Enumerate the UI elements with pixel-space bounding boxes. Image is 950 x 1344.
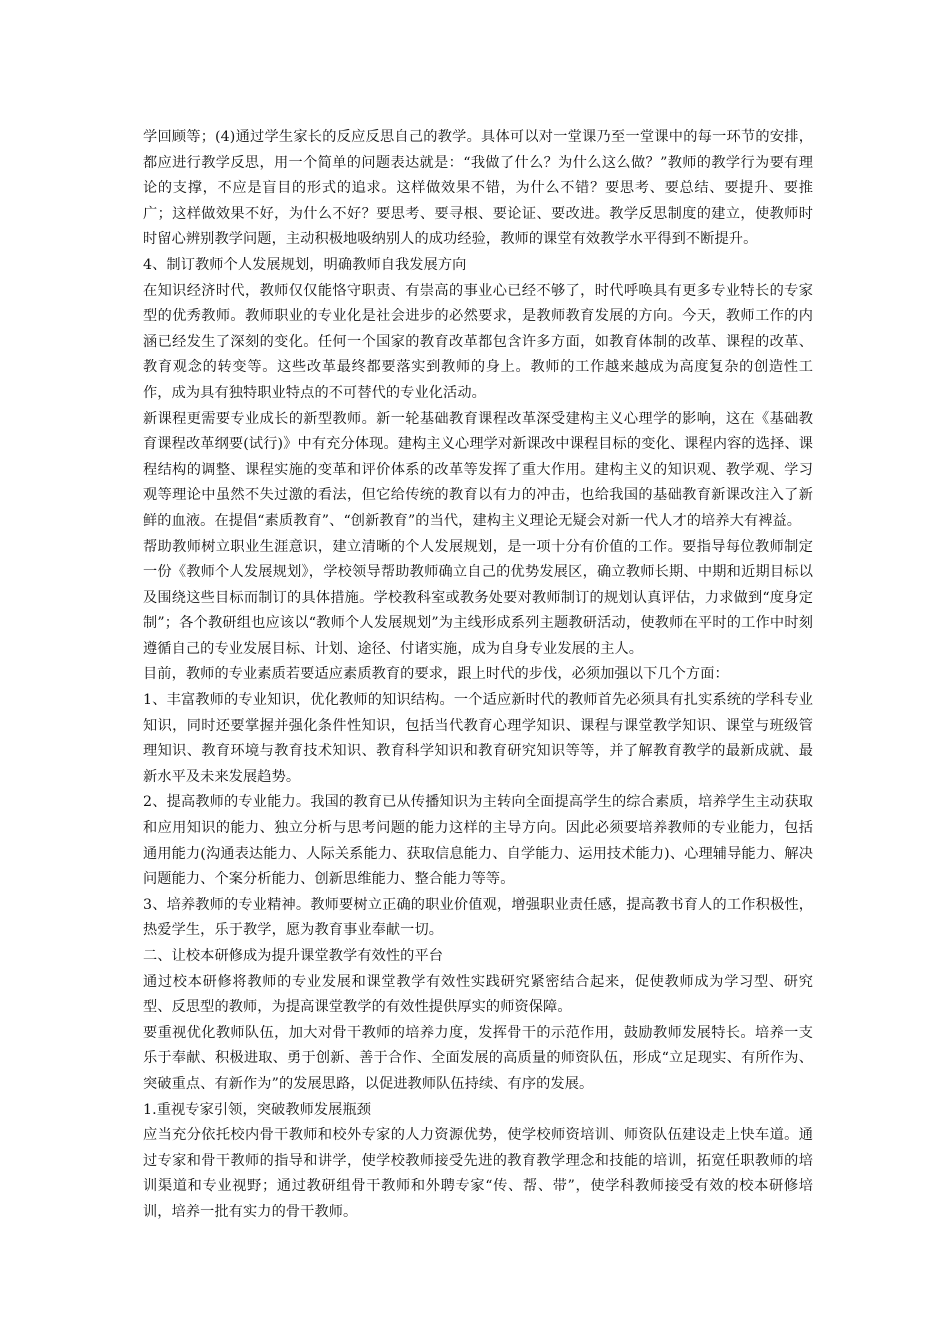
paragraph: 在知识经济时代，教师仅仅能恪守职责、有崇高的事业心已经不够了，时代呼唤具有更多专业特长的专家型的优秀教师。教师职业的专业化是社会进步的必然要求，是教师教育发展的方向。今天，教师工作的内涵已经发生了深刻的变化。任何一个国家的教育改革都包含许多方面，如教育体制的改革、课程的改革、教育观念的转变等。这些改革最终都要落实到教师的身上。教师的工作越来越成为高度复杂的创造性工作，成为具有独特职业特点的不可替代的专业化活动。 xyxy=(143,282,813,401)
paragraph: 目前，教师的专业素质若要适应素质教育的要求，跟上时代的步伐，必须加强以下几个方面： xyxy=(143,666,729,683)
paragraph: 新课程更需要专业成长的新型教师。新一轮基础教育课程改革深受建构主义心理学的影响，这在《基础教育课程改革纲要(试行)》中有充分体现。建构主义心理学对新课改中课程目标的变化、课程内容的选择、课程结构的调整、课程实施的变革和评价体系的改革等发挥了重大作用。建构主义的知识观、教学观、学习观等理论中虽然不失过激的看法，但它给传统的教育以有力的冲击，也给我国的基础教育新课改注入了新鲜的血液。在提倡“素质教育”、“创新教育”的当代，建构主义理论无疑会对新一代人才的培养大有裨益。 xyxy=(143,410,813,529)
paragraph: 要重视优化教师队伍，加大对骨干教师的培养力度，发挥骨干的示范作用，鼓励教师发展特长。培养一支乐于奉献、积极进取、勇于创新、善于合作、全面发展的高质量的师资队伍，形成“立足现实、有所作为、突破重点、有新作为”的发展思路，以促进教师队伍持续、有序的发展。 xyxy=(143,1024,813,1092)
document-page xyxy=(143,125,813,1226)
list-item: 2、提高教师的专业能力。我国的教育已从传播知识为主转向全面提高学生的综合素质，培养学生主动获取和应用知识的能力、独立分析与思考问题的能力这样的主导方向。因此必须要培养教师的专业能力，包括通用能力(沟通表达能力、人际关系能力、获取信息能力、自学能力、运用技术能力)、心理辅导能力、解决问题能力、个案分析能力、创新思维能力、整合能力等等。 xyxy=(143,794,813,888)
section-heading: 1.重视专家引领，突破教师发展瓶颈 xyxy=(143,1101,372,1118)
list-item: 3、培养教师的专业精神。教师要树立正确的职业价值观，增强职业责任感，提高教书育人的工作积极性，热爱学生，乐于教学，愿为教育事业奉献一切。 xyxy=(143,896,813,939)
paragraph: 帮助教师树立职业生涯意识，建立清晰的个人发展规划，是一项十分有价值的工作。要指导每位教师制定一份《教师个人发展规划》，学校领导帮助教师确立自己的优势发展区，确立教师长期、中期和近期目标以及围绕这些目标而制订的具体措施。学校教科室或教务处要对教师制订的规划认真评估，力求做到“度身定制”；各个教研组也应该以“教师个人发展规划”为主线形成系列主题教研活动，使教师在平时的工作中时刻遵循自己的专业发展目标、计划、途径、付诸实施，成为自身专业发展的主人。 xyxy=(143,538,813,657)
paragraph: 学回顾等；(4)通过学生家长的反应反思自己的教学。具体可以对一堂课乃至一堂课中的每一环节的安排，都应进行教学反思，用一个简单的问题表达就是：“我做了什么？为什么这么做？”教师的教学行为要有理论的支撑，不应是盲目的形式的追求。这样做效果不错，为什么不错？要思考、要总结、要提升、要推广；这样做效果不好，为什么不好？要思考、要寻根、要论证、要改进。教学反思制度的建立，使教师时时留心辨别教学问题，主动积极地吸纳别人的成功经验，教师的课堂有效教学水平得到不断提升。 xyxy=(143,129,813,248)
section-heading: 4、制订教师个人发展规划，明确教师自我发展方向 xyxy=(143,256,467,273)
list-item: 1、丰富教师的专业知识，优化教师的知识结构。一个适应新时代的教师首先必须具有扎实系统的学科专业知识，同时还要掌握并强化条件性知识，包括当代教育心理学知识、课程与课堂教学知识、课堂与班级管理知识、教育环境与教育技术知识、教育科学知识和教育研究知识等等，并了解教育教学的最新成就、最新水平及未来发展趋势。 xyxy=(143,692,813,785)
paragraph: 应当充分依托校内骨干教师和校外专家的人力资源优势，使学校师资培训、师资队伍建设走上快车道。通过专家和骨干教师的指导和讲学，使学校教师接受先进的教育教学理念和技能的培训，拓宽任职教师的培训渠道和专业视野；通过教研组骨干教师和外聘专家“传、帮、带”，使学科教师接受有效的校本研修培训，培养一批有实力的骨干教师。 xyxy=(143,1127,813,1220)
paragraph: 通过校本研修将教师的专业发展和课堂教学有效性实践研究紧密结合起来，促使教师成为学习型、研究型、反思型的教师，为提高课堂教学的有效性提供厚实的师资保障。 xyxy=(143,973,813,1016)
section-heading: 二、让校本研修成为提升课堂教学有效性的平台 xyxy=(143,948,444,964)
